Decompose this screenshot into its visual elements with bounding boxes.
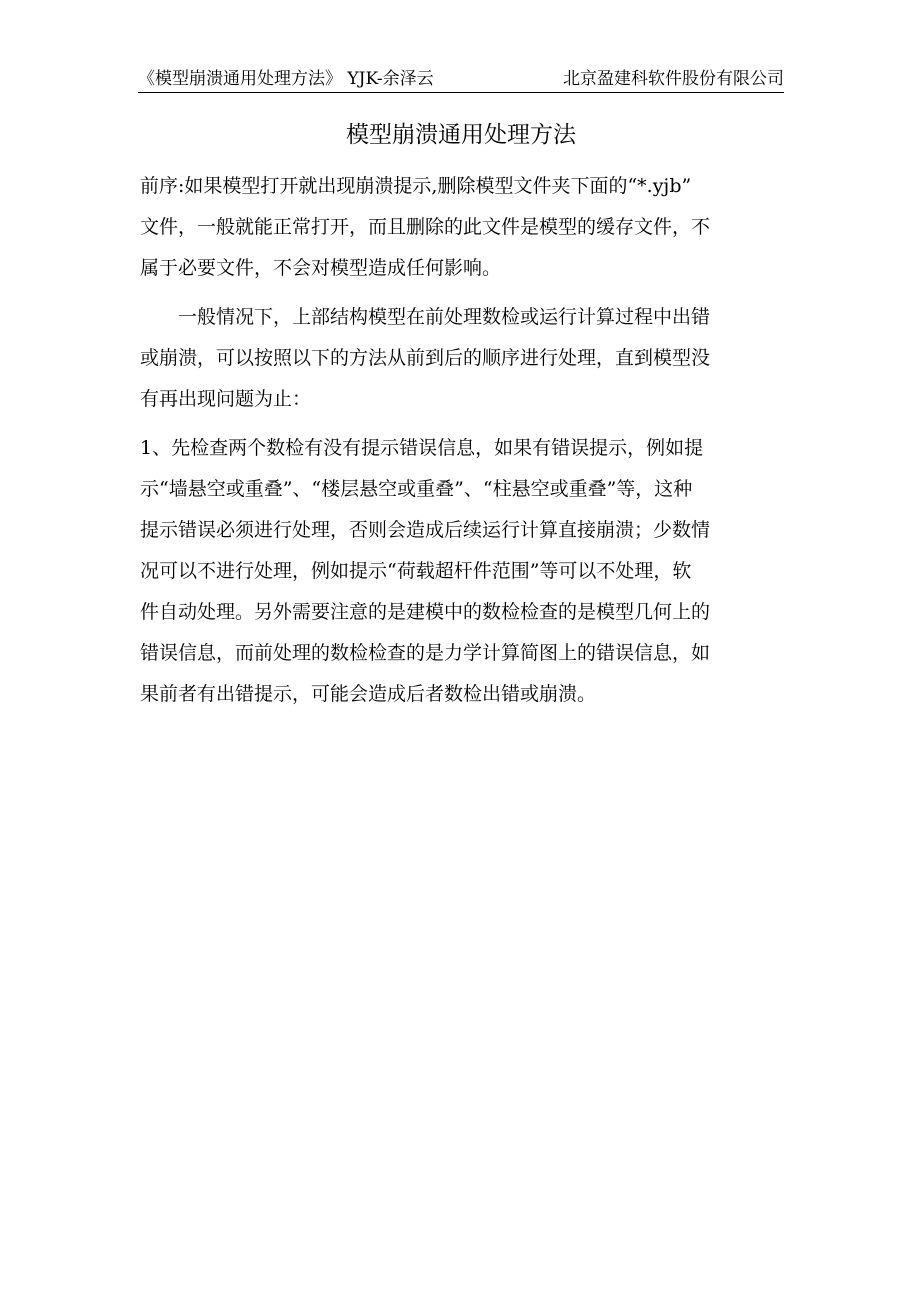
step-1-paragraph bbox=[140, 428, 780, 715]
page-title: 模型崩溃通用处理方法 bbox=[346, 122, 576, 148]
running-header bbox=[138, 66, 784, 92]
preface-paragraph bbox=[140, 166, 780, 289]
text-line: 文件，一般就能正常打开，而且删除的此文件是模型的缓存文件，不 bbox=[140, 216, 711, 238]
header-rule bbox=[138, 92, 784, 93]
text-line: 一般情况下，上部结构模型在前处理数检或运行计算过程中出错 bbox=[140, 306, 711, 328]
text-line: 1、先检查两个数检有没有提示错误信息，如果有错误提示，例如提 bbox=[140, 437, 704, 459]
header-company-name: 北京盈建科软件股份有限公司 bbox=[563, 69, 784, 89]
text-line: 示“墙悬空或重叠”、“楼层悬空或重叠”、“柱悬空或重叠”等，这种 bbox=[140, 478, 693, 500]
text-line: 况可以不进行处理，例如提示“荷载超杆件范围”等可以不处理，软 bbox=[140, 560, 692, 582]
text-line: 属于必要文件，不会对模型造成任何影响。 bbox=[140, 257, 502, 279]
text-line: 提示错误必须进行处理，否则会造成后续运行计算直接崩溃；少数情 bbox=[140, 519, 711, 541]
text-line: 或崩溃，可以按照以下的方法从前到后的顺序进行处理，直到模型没 bbox=[140, 347, 711, 369]
text-line: 有再出现问题为止： bbox=[140, 388, 312, 410]
text-line: 错误信息，而前处理的数检检查的是力学计算简图上的错误信息，如 bbox=[140, 642, 711, 664]
intro-paragraph bbox=[140, 297, 780, 420]
document-body bbox=[140, 166, 780, 715]
header-document-title: 《模型崩溃通用处理方法》 YJK-余泽云 bbox=[138, 69, 434, 89]
text-line: 果前者有出错提示，可能会造成后者数检出错或崩溃。 bbox=[140, 683, 597, 705]
text-line: 前序:如果模型打开就出现崩溃提示,删除模型文件夹下面的“*.yjb” bbox=[140, 175, 692, 197]
text-line: 件自动处理。另外需要注意的是建模中的数检检查的是模型几何上的 bbox=[140, 601, 711, 623]
